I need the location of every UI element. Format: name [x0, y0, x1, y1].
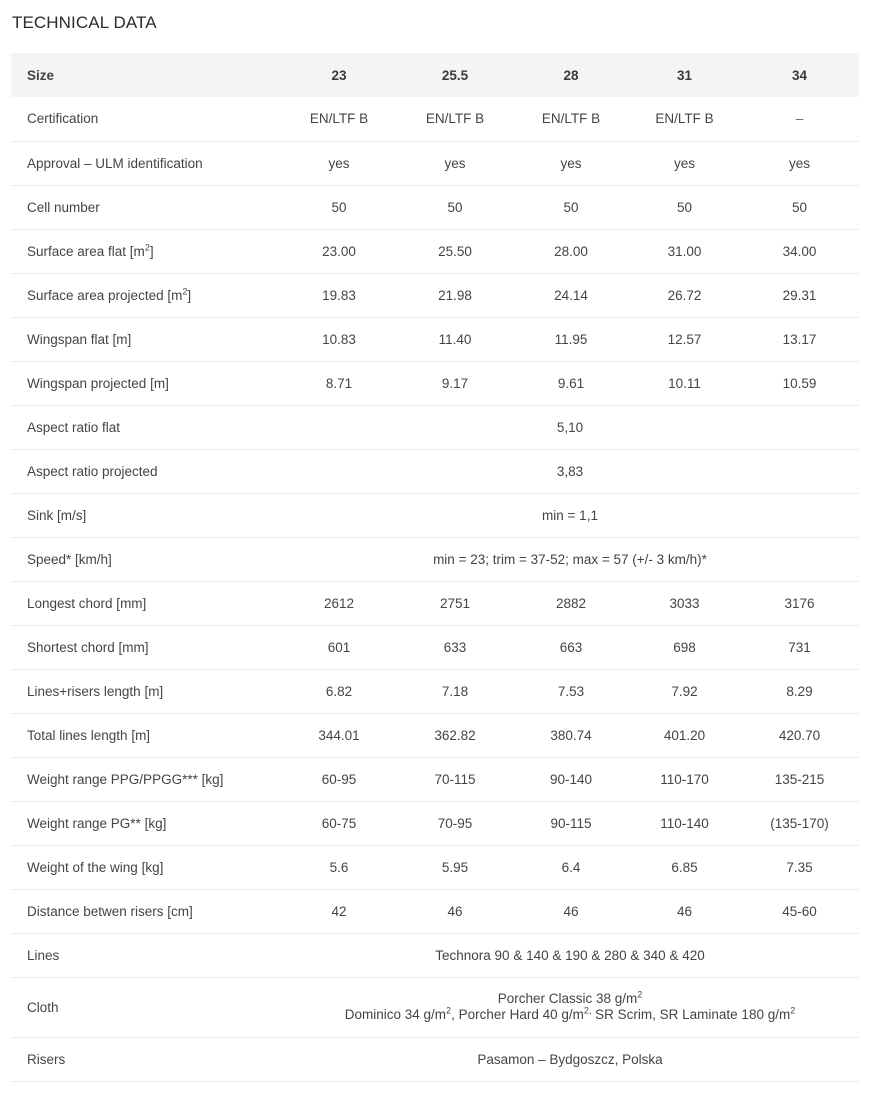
superscript: 2, — [583, 1005, 592, 1016]
cell-value: 7.35 — [740, 845, 859, 889]
cell-value: 2612 — [281, 581, 397, 625]
table-row-risers — [11, 1037, 859, 1081]
row-label: Approval – ULM identification — [11, 141, 281, 185]
size-header: 28 — [563, 67, 579, 83]
cell-value: 46 — [397, 889, 513, 933]
cell-value: – — [740, 97, 859, 141]
cloth-text: SR Scrim, SR Laminate 180 g/m — [591, 1007, 791, 1022]
table-row-weight-range-ppg — [11, 757, 859, 801]
cell-value: yes — [629, 141, 740, 185]
cell-value: 45-60 — [740, 889, 859, 933]
cell-value: 21.98 — [397, 273, 513, 317]
table-row-approval — [11, 141, 859, 185]
cell-value: 7.53 — [513, 669, 629, 713]
cell-value: 601 — [281, 625, 397, 669]
cloth-line-2 — [281, 1007, 859, 1023]
cell-value: 60-75 — [281, 801, 397, 845]
cell-value: 663 — [513, 625, 629, 669]
cell-value: 23.00 — [281, 229, 397, 273]
cell-value: 5.95 — [397, 845, 513, 889]
cell-value-merged: Technora 90 & 140 & 190 & 280 & 340 & 420 — [281, 933, 859, 977]
cloth-text: Porcher Classic 38 g/m — [497, 991, 638, 1006]
cell-value: 7.18 — [397, 669, 513, 713]
table-header-row — [11, 53, 859, 97]
cell-value: yes — [281, 141, 397, 185]
size-header: 23 — [331, 67, 347, 83]
row-label: Wingspan flat [m] — [11, 317, 281, 361]
cell-value: 42 — [281, 889, 397, 933]
cell-value: 50 — [629, 185, 740, 229]
cell-value: 12.57 — [629, 317, 740, 361]
cell-value: 28.00 — [513, 229, 629, 273]
cell-value: 26.72 — [629, 273, 740, 317]
cell-value: 2882 — [513, 581, 629, 625]
table-row-certification — [11, 97, 859, 141]
cell-value: 50 — [397, 185, 513, 229]
cell-value: 6.4 — [513, 845, 629, 889]
row-label: Certification — [11, 97, 281, 141]
cell-value-merged: 5,10 — [281, 405, 859, 449]
table-row-speed — [11, 537, 859, 581]
size-header: 31 — [676, 67, 693, 83]
table-row-wingspan-flat — [11, 317, 859, 361]
cell-value: 34.00 — [740, 229, 859, 273]
cell-value-merged: Pasamon – Bydgoszcz, Polska — [281, 1037, 859, 1081]
table-row-weight-range-pg — [11, 801, 859, 845]
row-label: Weight of the wing [kg] — [11, 845, 281, 889]
cell-value: 9.61 — [513, 361, 629, 405]
cell-value: 420.70 — [740, 713, 859, 757]
cell-value: EN/LTF B — [281, 97, 397, 141]
cell-value: EN/LTF B — [513, 97, 629, 141]
row-label: Distance betwen risers [cm] — [11, 889, 281, 933]
page-title: TECHNICAL DATA — [12, 13, 157, 32]
row-label-end: ] — [187, 287, 192, 303]
superscript: 2 — [446, 1005, 452, 1016]
row-label-text: Surface area flat [m — [27, 243, 145, 259]
cell-value: 50 — [281, 185, 397, 229]
cell-value: 9.17 — [397, 361, 513, 405]
row-label: Weight range PPG/PPGG*** [kg] — [11, 757, 281, 801]
row-label: Longest chord [mm] — [11, 581, 281, 625]
table-row-wing-weight — [11, 845, 859, 889]
row-label: Cell number — [11, 185, 281, 229]
cell-value: EN/LTF B — [397, 97, 513, 141]
cell-value-merged: min = 1,1 — [281, 493, 859, 537]
size-header: 25.5 — [441, 67, 469, 83]
row-label: Speed* [km/h] — [11, 537, 281, 581]
cell-value: 70-95 — [397, 801, 513, 845]
cell-value-merged: min = 23; trim = 37-52; max = 57 (+/- 3 km/h)* — [281, 537, 859, 581]
cell-value: 698 — [629, 625, 740, 669]
cloth-text: Dominico 34 g/m — [344, 1007, 447, 1022]
cell-value: 6.82 — [281, 669, 397, 713]
row-label: Weight range PG** [kg] — [11, 801, 281, 845]
table-row-wingspan-projected — [11, 361, 859, 405]
row-label: Risers — [11, 1037, 281, 1081]
cell-value: 380.74 — [513, 713, 629, 757]
cell-value: 110-140 — [629, 801, 740, 845]
cell-value: 110-170 — [629, 757, 740, 801]
table-row-riser-distance — [11, 889, 859, 933]
header-label: Size — [27, 67, 55, 83]
cell-value: 50 — [513, 185, 629, 229]
cell-value: 362.82 — [397, 713, 513, 757]
cell-value: 11.95 — [513, 317, 629, 361]
table-row-total-lines-length — [11, 713, 859, 757]
cell-value: 8.29 — [740, 669, 859, 713]
cell-value: 8.71 — [281, 361, 397, 405]
table-row-shortest-chord — [11, 625, 859, 669]
superscript: 2 — [637, 989, 643, 1000]
technical-data-table — [11, 53, 859, 1082]
table-row-lines-risers-length — [11, 669, 859, 713]
row-label — [11, 273, 281, 317]
cell-value: 135-215 — [740, 757, 859, 801]
row-label: Sink [m/s] — [11, 493, 281, 537]
cell-value: 7.92 — [629, 669, 740, 713]
cell-value: 633 — [397, 625, 513, 669]
cell-value: 3176 — [740, 581, 859, 625]
cell-value: 31.00 — [629, 229, 740, 273]
cell-value-merged — [281, 977, 859, 1037]
row-label — [11, 229, 281, 273]
cell-value: 13.17 — [740, 317, 859, 361]
cell-value: (135-170) — [740, 801, 859, 845]
cell-value: 10.11 — [629, 361, 740, 405]
cell-value: yes — [397, 141, 513, 185]
table-row-aspect-flat — [11, 405, 859, 449]
table-row-sink — [11, 493, 859, 537]
cell-value: 50 — [740, 185, 859, 229]
cloth-text: , Porcher Hard 40 g/m — [451, 1007, 584, 1022]
row-label: Total lines length [m] — [11, 713, 281, 757]
cell-value: yes — [513, 141, 629, 185]
superscript: 2 — [144, 242, 150, 252]
cell-value: 46 — [629, 889, 740, 933]
cell-value: EN/LTF B — [629, 97, 740, 141]
table-row-surface-projected — [11, 273, 859, 317]
cell-value: 11.40 — [397, 317, 513, 361]
superscript: 2 — [182, 286, 188, 296]
cell-value: 19.83 — [281, 273, 397, 317]
row-label: Shortest chord [mm] — [11, 625, 281, 669]
cloth-line-1 — [281, 991, 859, 1007]
cell-value: 46 — [513, 889, 629, 933]
cell-value: 2751 — [397, 581, 513, 625]
cell-value: 6.85 — [629, 845, 740, 889]
row-label: Aspect ratio flat — [11, 405, 281, 449]
cell-value: 3033 — [629, 581, 740, 625]
cell-value: 731 — [740, 625, 859, 669]
cell-value: 70-115 — [397, 757, 513, 801]
table-row-longest-chord — [11, 581, 859, 625]
table-row-lines — [11, 933, 859, 977]
cell-value: 5.6 — [281, 845, 397, 889]
cell-value: 401.20 — [629, 713, 740, 757]
cell-value-merged: 3,83 — [281, 449, 859, 493]
row-label: Aspect ratio projected — [11, 449, 281, 493]
cell-value: 10.83 — [281, 317, 397, 361]
row-label: Wingspan projected [m] — [11, 361, 281, 405]
cell-value: 60-95 — [281, 757, 397, 801]
cell-value: 25.50 — [397, 229, 513, 273]
cell-value: 29.31 — [740, 273, 859, 317]
table-row-cell-number — [11, 185, 859, 229]
table-row-aspect-projected — [11, 449, 859, 493]
cell-value: 344.01 — [281, 713, 397, 757]
table-row-surface-flat — [11, 229, 859, 273]
cell-value: yes — [740, 141, 859, 185]
cell-value: 10.59 — [740, 361, 859, 405]
row-label-text: Surface area projected [m — [27, 287, 183, 303]
row-label-end: ] — [149, 243, 154, 259]
size-header: 34 — [791, 67, 808, 83]
cell-value: 90-115 — [513, 801, 629, 845]
superscript: 2 — [790, 1005, 796, 1016]
table-row-cloth — [11, 977, 859, 1037]
row-label: Lines+risers length [m] — [11, 669, 281, 713]
row-label: Lines — [11, 933, 281, 977]
row-label: Cloth — [11, 977, 281, 1037]
cell-value: 24.14 — [513, 273, 629, 317]
cell-value: 90-140 — [513, 757, 629, 801]
